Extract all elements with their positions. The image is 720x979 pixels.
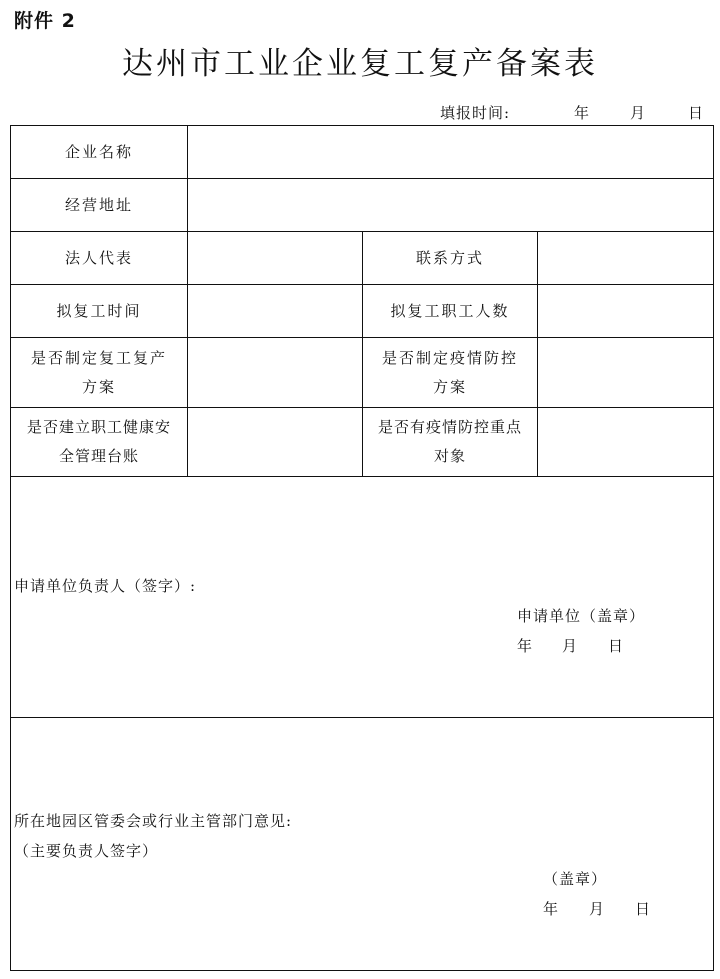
worker-count-label: 拟复工职工人数 [390, 301, 510, 320]
fill-date-day-label: 日 [688, 104, 704, 122]
key-targets-field[interactable] [538, 408, 713, 476]
epidemic-plan-field[interactable] [538, 338, 713, 407]
address-field[interactable] [188, 179, 713, 231]
applicant-signature-area[interactable] [11, 477, 713, 717]
resume-plan-label [11, 338, 187, 407]
safety-ledger-label-line2: 全管理台账 [58, 447, 139, 465]
key-targets-label-line2: 对象 [433, 447, 466, 465]
resume-time-label: 拟复工时间 [56, 301, 142, 320]
fill-date-line [440, 102, 710, 122]
authority-month-label: 月 [589, 900, 605, 918]
worker-count-field[interactable] [538, 285, 713, 337]
contact-label: 联系方式 [415, 248, 484, 267]
resume-time-field[interactable] [188, 285, 362, 337]
safety-ledger-label [11, 408, 187, 476]
resume-plan-label-line1: 是否制定复工复产 [30, 348, 167, 367]
resume-plan-field[interactable] [188, 338, 362, 407]
contact-field[interactable] [538, 232, 713, 284]
attachment-label: 附件 2 [14, 10, 76, 32]
applicant-month-label: 月 [562, 637, 578, 655]
safety-ledger-label-line1: 是否建立职工健康安 [26, 418, 171, 436]
legal-rep-label: 法人代表 [64, 248, 133, 267]
authority-seal-label: （盖章） [543, 870, 608, 888]
authority-opinion-label: 所在地园区管委会或行业主管部门意见: [14, 812, 293, 830]
authority-opinion-area[interactable] [11, 718, 713, 970]
key-targets-label [363, 408, 537, 476]
safety-ledger-field[interactable] [188, 408, 362, 476]
resume-plan-label-line2: 方案 [81, 377, 116, 396]
authority-year-label: 年 [543, 900, 559, 918]
fill-date-year-label: 年 [574, 104, 590, 122]
authority-signature-note: （主要负责人签字） [14, 842, 159, 860]
applicant-seal-label: 申请单位（盖章） [517, 607, 646, 625]
fill-date-label: 填报时间: [440, 104, 511, 122]
fill-date-month-label: 月 [630, 104, 646, 122]
applicant-signature-label: 申请单位负责人（签字）: [14, 577, 197, 595]
address-label: 经营地址 [64, 195, 133, 214]
authority-day-label: 日 [635, 900, 651, 918]
filing-form-table [10, 125, 714, 971]
epidemic-plan-label-line2: 方案 [432, 377, 467, 396]
epidemic-plan-label-line1: 是否制定疫情防控 [381, 348, 518, 367]
company-name-label: 企业名称 [64, 142, 133, 161]
applicant-year-label: 年 [517, 637, 533, 655]
legal-rep-field[interactable] [188, 232, 362, 284]
key-targets-label-line1: 是否有疫情防控重点 [377, 418, 522, 436]
epidemic-plan-label [363, 338, 537, 407]
applicant-day-label: 日 [608, 637, 624, 655]
company-name-field[interactable] [188, 126, 713, 178]
page-title: 达州市工业企业复工复产备案表 [122, 46, 598, 82]
